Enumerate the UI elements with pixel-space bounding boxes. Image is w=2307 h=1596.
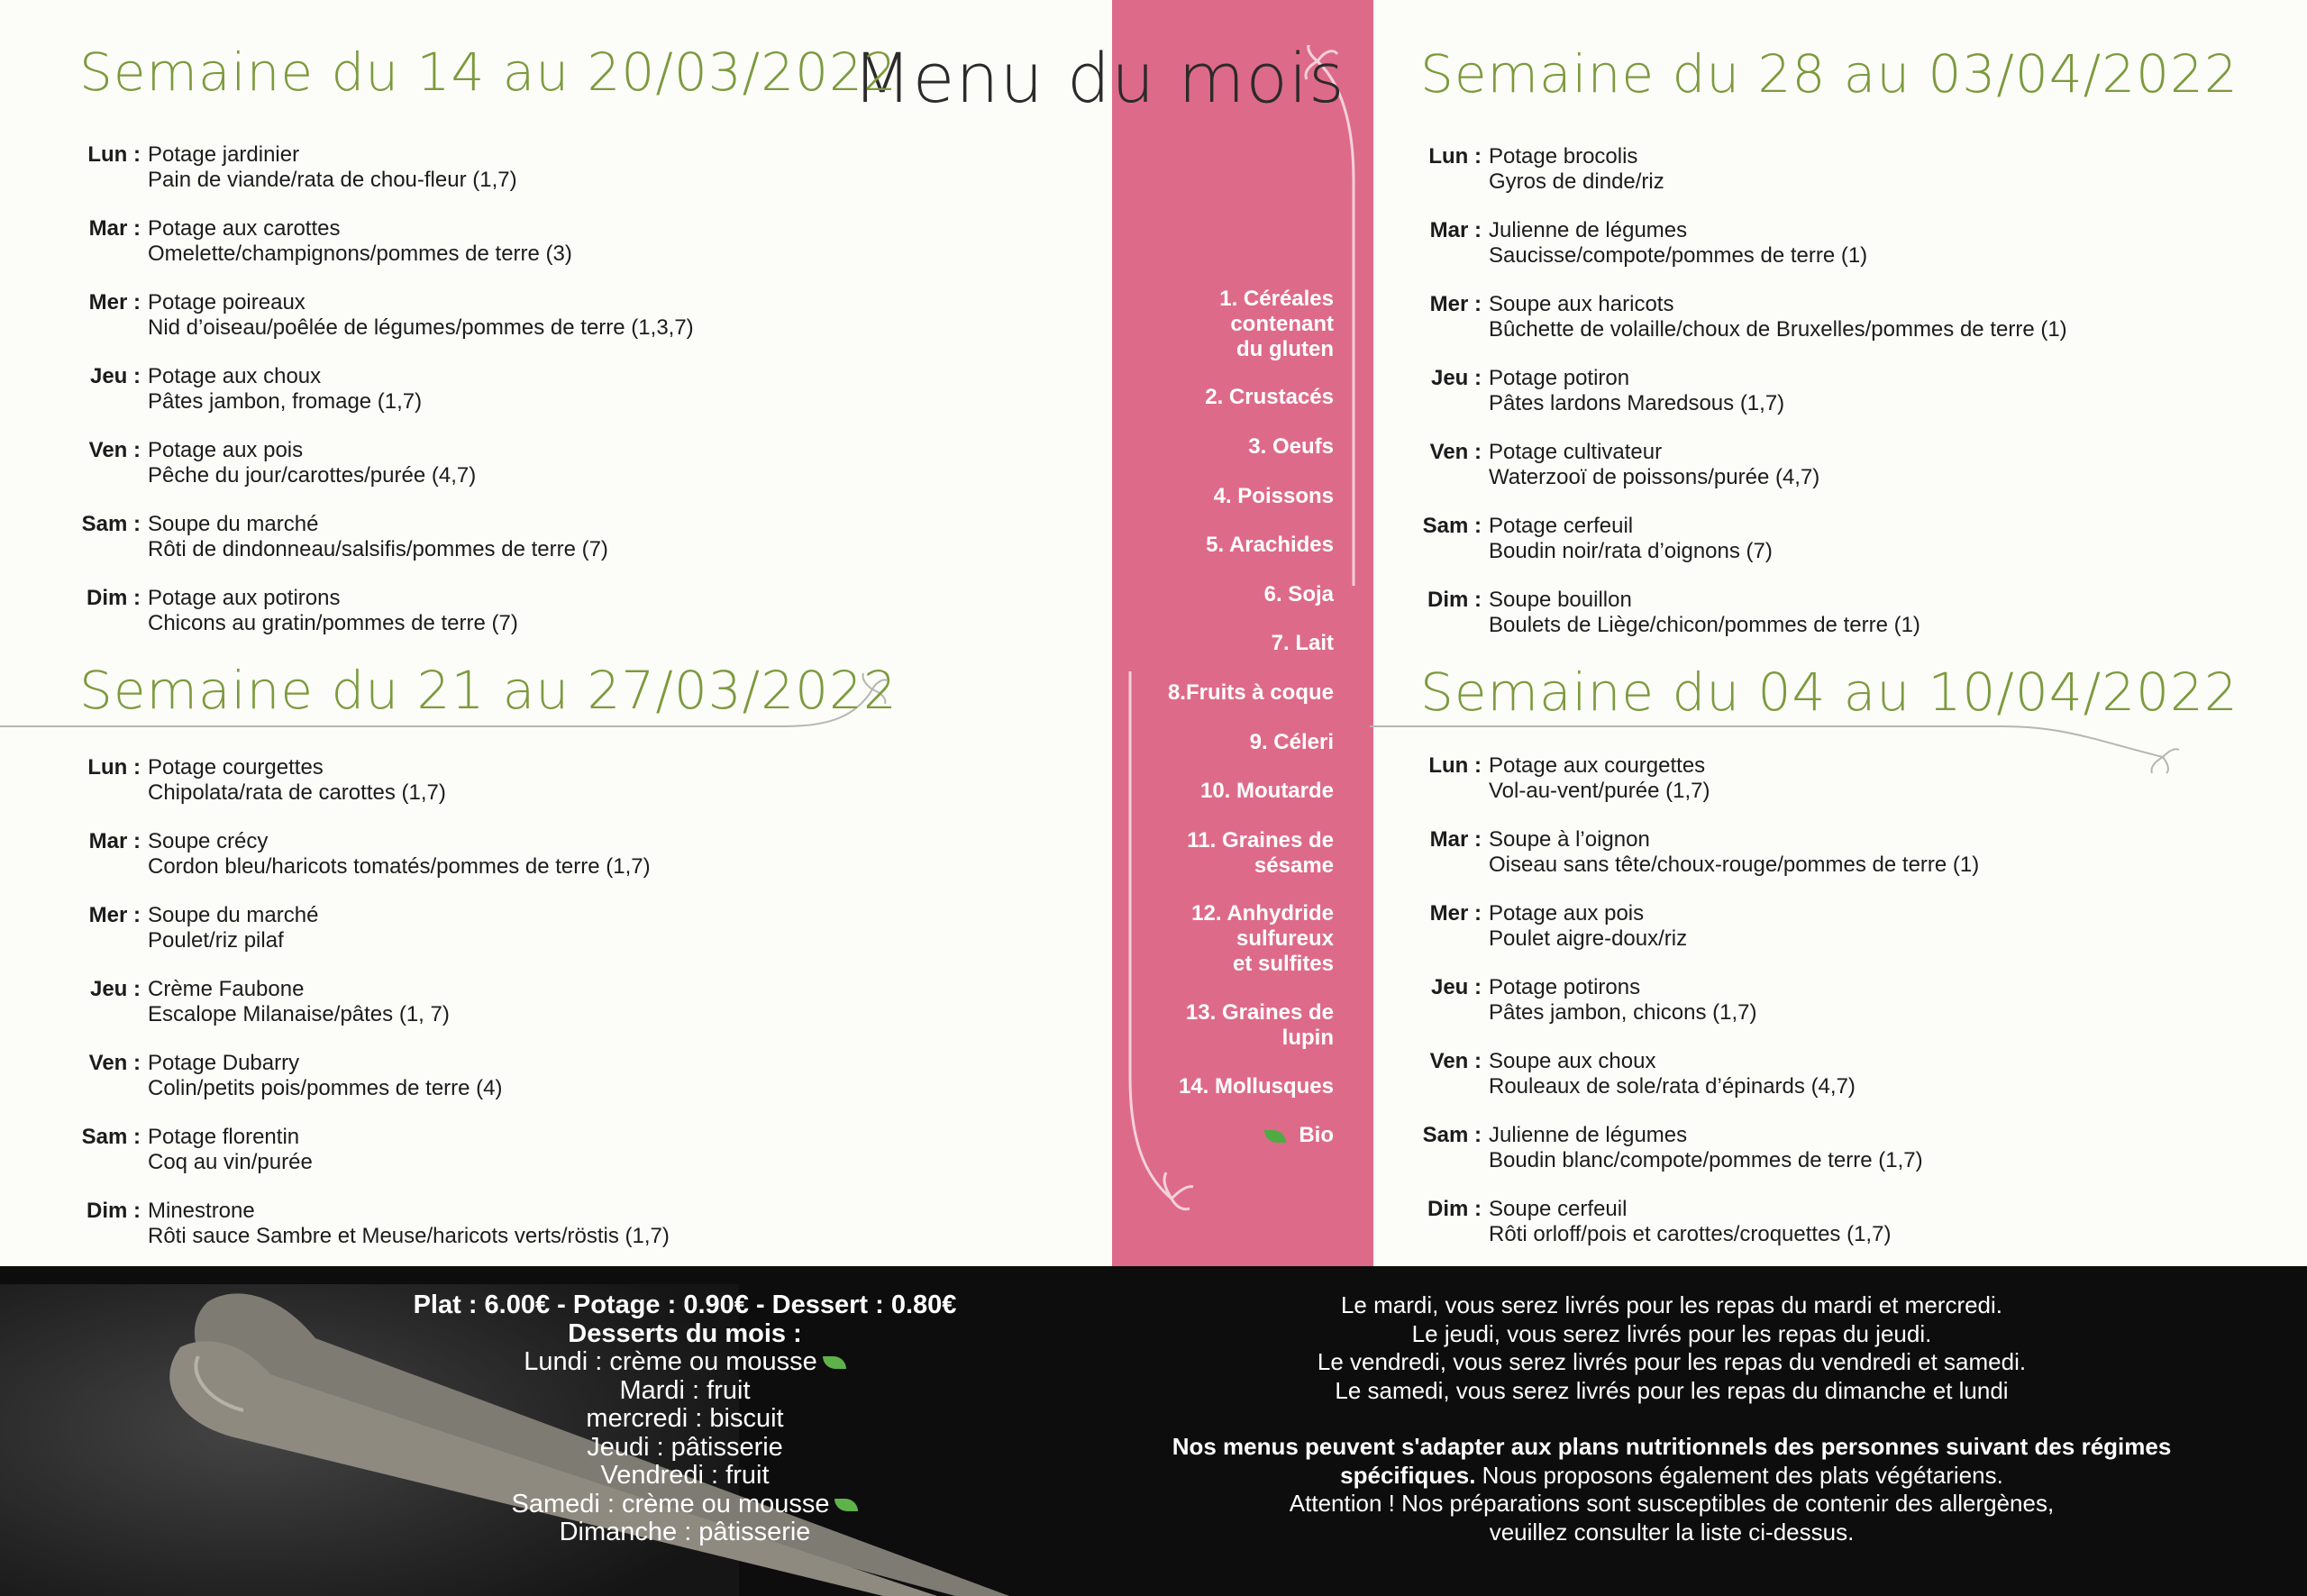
allergen-warning: Attention ! Nos préparations sont susceptibles de contenir des allergènes, [1289, 1490, 2055, 1517]
allergen-item: 13. Graines de lupin [1185, 1000, 1334, 1050]
day-entry [81, 512, 694, 586]
week-3-title: Semaine du 28 au 03/04/2022 [1420, 43, 2239, 105]
dish-line: Pain de viande/rata de chou-fleur (1,7) [148, 168, 517, 192]
soup-line: Potage cultivateur [1489, 440, 1663, 464]
soup-line: Potage brocolis [1489, 144, 1638, 169]
dessert-text: Jeudi : pâtisserie [587, 1432, 783, 1462]
day-entry [87, 142, 694, 216]
day-entry [87, 586, 694, 660]
day-label: Ven : [1429, 1049, 1482, 1073]
soup-line: Soupe aux choux [1489, 1049, 1656, 1073]
allergen-item: 11. Graines de sésame [1187, 828, 1334, 878]
footer [0, 1266, 2307, 1596]
soup-line: Soupe du marché [148, 903, 319, 927]
dish-line: Poulet aigre-doux/riz [1489, 926, 1688, 951]
diet-notice [1172, 1433, 2172, 1490]
day-label: Mar : [1429, 218, 1482, 242]
day-label: Mar : [1429, 827, 1482, 852]
soup-line: Potage potiron [1489, 366, 1630, 390]
soup-line: Julienne de légumes [1489, 218, 1688, 242]
soup-line: Potage aux pois [1489, 901, 1645, 926]
dessert-text: Vendredi : fruit [600, 1461, 770, 1490]
week-1-title: Semaine du 14 au 20/03/2022 [79, 41, 898, 103]
dish-line: Waterzooï de poissons/purée (4,7) [1489, 465, 1820, 489]
dessert-item [297, 1377, 1072, 1406]
day-label: Mar : [88, 216, 141, 241]
bio-legend [1264, 1123, 1334, 1148]
dish-line: Vol-au-vent/purée (1,7) [1489, 779, 1710, 803]
day-entry [1429, 292, 2067, 366]
day-label: Jeu : [1430, 975, 1482, 999]
dish-line: Pêche du jour/carottes/purée (4,7) [148, 463, 477, 488]
allergen-item: 1. Céréales contenant du gluten [1219, 287, 1334, 361]
day-entry [1428, 144, 2067, 218]
dessert-item [297, 1518, 1072, 1547]
bio-leaf-icon [1264, 1130, 1286, 1143]
day-label: Mer : [1429, 901, 1482, 926]
vine-bottom-left-icon [1117, 671, 1199, 1212]
dish-line: Chipolata/rata de carottes (1,7) [148, 780, 446, 805]
delivery-line: Le vendredi, vous serez livrés pour les repas du vendredi et samedi. [1317, 1348, 2027, 1375]
day-label: Dim : [87, 1199, 141, 1223]
soup-line: Potage Dubarry [148, 1051, 300, 1075]
dish-line: Poulet/riz pilaf [148, 928, 284, 953]
dish-line: Boudin noir/rata d’oignons (7) [1489, 539, 1773, 563]
day-entry [1427, 1197, 1979, 1271]
day-label: Mer : [1429, 292, 1482, 316]
day-label: Sam : [81, 512, 141, 536]
soup-line: Potage aux courgettes [1489, 753, 1706, 778]
dish-line: Nid d’oiseau/poêlée de légumes/pommes de terre (1,3,7) [148, 315, 694, 340]
day-label: Dim : [87, 586, 141, 610]
allergen-item: 2. Crustacés [1205, 385, 1334, 409]
day-label: Lun : [87, 755, 141, 780]
soup-line: Potage aux carottes [148, 216, 341, 241]
day-entry [1429, 218, 2067, 292]
day-label: Ven : [88, 438, 141, 462]
day-entry [89, 977, 670, 1051]
day-label: Ven : [88, 1051, 141, 1075]
allergen-item: 10. Moutarde [1199, 779, 1334, 803]
day-entry [1429, 901, 1979, 975]
dish-line: Pâtes lardons Maredsous (1,7) [1489, 391, 1785, 415]
week-3-days [1422, 144, 2067, 661]
day-entry [88, 1051, 670, 1125]
soup-line: Potage courgettes [148, 755, 324, 780]
dessert-item [297, 1405, 1072, 1434]
dessert-text: mercredi : biscuit [586, 1404, 784, 1433]
week-4-title: Semaine du 04 au 10/04/2022 [1420, 661, 2239, 723]
dish-line: Saucisse/compote/pommes de terre (1) [1489, 243, 1868, 268]
day-entry [87, 755, 670, 829]
soup-line: Soupe à l’oignon [1489, 827, 1650, 852]
day-label: Dim : [1427, 588, 1482, 612]
day-label: Sam : [1422, 514, 1482, 538]
dish-line: Boulets de Liège/chicon/pommes de terre (1) [1489, 613, 1920, 637]
allergen-item: 4. Poissons [1213, 484, 1334, 508]
day-label: Jeu : [89, 364, 141, 388]
soup-line: Potage aux potirons [148, 586, 341, 610]
allergen-item: 9. Céleri [1249, 730, 1334, 754]
day-entry [1427, 588, 2067, 661]
day-label: Lun : [1428, 144, 1482, 169]
soup-line: Crème Faubone [148, 977, 305, 1001]
day-entry [88, 903, 670, 977]
dessert-item [297, 1434, 1072, 1463]
soup-line: Potage aux choux [148, 364, 322, 388]
bio-label: Bio [1299, 1123, 1334, 1147]
week-4-days [1422, 753, 1980, 1271]
day-entry [89, 364, 694, 438]
allergen-item: 7. Lait [1271, 631, 1334, 655]
soup-line: Potage poireaux [148, 290, 305, 315]
soup-line: Soupe crécy [148, 829, 269, 853]
day-entry [1422, 1123, 1979, 1197]
dish-line: Omelette/champignons/pommes de terre (3) [148, 242, 572, 266]
allergen-item: 12. Anhydride sulfureux et sulfites [1191, 901, 1334, 976]
dessert-text: Dimanche : pâtisserie [559, 1518, 811, 1546]
day-label: Mer : [88, 903, 141, 927]
bio-leaf-icon [834, 1499, 858, 1511]
prices-and-desserts [297, 1291, 1072, 1547]
day-entry [1422, 514, 2067, 588]
day-entry [1430, 975, 1979, 1049]
allergen-item: 5. Arachides [1206, 533, 1334, 557]
day-label: Lun : [87, 142, 141, 167]
dish-line: Coq au vin/purée [148, 1150, 313, 1174]
desserts-title: Desserts du mois : [568, 1318, 802, 1348]
page-title: Menu du mois [853, 38, 1345, 118]
day-entry [81, 1125, 670, 1199]
dish-line: Bûchette de volaille/choux de Bruxelles/pommes de terre (1) [1489, 317, 2067, 342]
dish-line: Escalope Milanaise/pâtes (1, 7) [148, 1002, 450, 1026]
soup-line: Julienne de légumes [1489, 1123, 1688, 1147]
soup-line: Potage florentin [148, 1125, 300, 1149]
soup-line: Potage potirons [1489, 975, 1641, 999]
dessert-text: Samedi : crème ou mousse [511, 1489, 830, 1518]
dish-line: Rouleaux de sole/rata d’épinards (4,7) [1489, 1074, 1856, 1099]
day-entry [1429, 440, 2067, 514]
soup-line: Potage jardinier [148, 142, 300, 167]
day-entry [87, 1199, 670, 1272]
soup-line: Soupe cerfeuil [1489, 1197, 1628, 1221]
dessert-item [297, 1491, 1072, 1519]
dessert-item [297, 1348, 1072, 1377]
day-entry [1429, 1049, 1979, 1123]
allergen-warning-2: veuillez consulter la liste ci-dessus. [1489, 1518, 1855, 1546]
week-2-title: Semaine du 21 au 27/03/2022 [79, 660, 898, 721]
day-entry [1430, 366, 2067, 440]
bio-leaf-icon [823, 1356, 846, 1369]
dish-line: Gyros de dinde/riz [1489, 169, 1664, 194]
dessert-text: Lundi : crème ou mousse [524, 1347, 817, 1376]
day-entry [1428, 753, 1979, 827]
day-label: Mar : [88, 829, 141, 853]
soup-line: Minestrone [148, 1199, 255, 1223]
soup-line: Potage aux pois [148, 438, 304, 462]
dessert-item [297, 1462, 1072, 1491]
dish-line: Rôti de dindonneau/salsifis/pommes de terre (7) [148, 537, 608, 561]
diet-notice-bold: Nos menus peuvent s'adapter aux plans nutritionnels des personnes suivant des régimes spécifiques. [1172, 1433, 2172, 1489]
delivery-info [1172, 1291, 2172, 1546]
dish-line: Boudin blanc/compote/pommes de terre (1,7) [1489, 1148, 1923, 1172]
day-label: Mer : [88, 290, 141, 315]
day-entry [88, 216, 694, 290]
day-label: Jeu : [89, 977, 141, 1001]
week-1-days [81, 142, 694, 660]
day-entry [1429, 827, 1980, 901]
day-label: Lun : [1428, 753, 1482, 778]
day-entry [88, 438, 694, 512]
delivery-line: Le jeudi, vous serez livrés pour les repas du jeudi. [1411, 1319, 1932, 1347]
allergen-item: 6. Soja [1263, 582, 1334, 606]
day-label: Sam : [1422, 1123, 1482, 1147]
day-entry [88, 290, 694, 364]
dish-line: Pâtes jambon, chicons (1,7) [1489, 1000, 1757, 1025]
delivery-line: Le samedi, vous serez livrés pour les repas du dimanche et lundi [1335, 1376, 2009, 1404]
week-2-days [81, 755, 670, 1272]
soup-line: Soupe bouillon [1489, 588, 1632, 612]
day-entry [88, 829, 670, 903]
dish-line: Pâtes jambon, fromage (1,7) [148, 389, 423, 414]
dish-line: Chicons au gratin/pommes de terre (7) [148, 611, 518, 635]
soup-line: Soupe du marché [148, 512, 319, 536]
dish-line: Colin/petits pois/pommes de terre (4) [148, 1076, 503, 1100]
day-label: Sam : [81, 1125, 141, 1149]
allergen-item: 8.Fruits à coque [1167, 680, 1334, 705]
delivery-line: Le mardi, vous serez livrés pour les repas du mardi et mercredi. [1340, 1291, 2003, 1318]
dessert-text: Mardi : fruit [619, 1375, 751, 1405]
price-line: Plat : 6.00€ - Potage : 0.90€ - Dessert : 0.80€ [413, 1290, 957, 1319]
dish-line: Cordon bleu/haricots tomatés/pommes de terre (1,7) [148, 854, 651, 879]
dish-line: Rôti sauce Sambre et Meuse/haricots verts/röstis (1,7) [148, 1224, 670, 1248]
day-label: Dim : [1427, 1197, 1482, 1221]
diet-notice-rest: Nous proposons également des plats végétariens. [1475, 1461, 2003, 1489]
soup-line: Soupe aux haricots [1489, 292, 1674, 316]
day-label: Ven : [1429, 440, 1482, 464]
day-label: Jeu : [1430, 366, 1482, 390]
soup-line: Potage cerfeuil [1489, 514, 1634, 538]
dish-line: Rôti orloff/pois et carottes/croquettes (1,7) [1489, 1222, 1892, 1246]
allergen-item: 14. Mollusques [1178, 1074, 1334, 1099]
dish-line: Oiseau sans tête/choux-rouge/pommes de terre (1) [1489, 853, 1980, 877]
allergen-item: 3. Oeufs [1248, 434, 1334, 459]
